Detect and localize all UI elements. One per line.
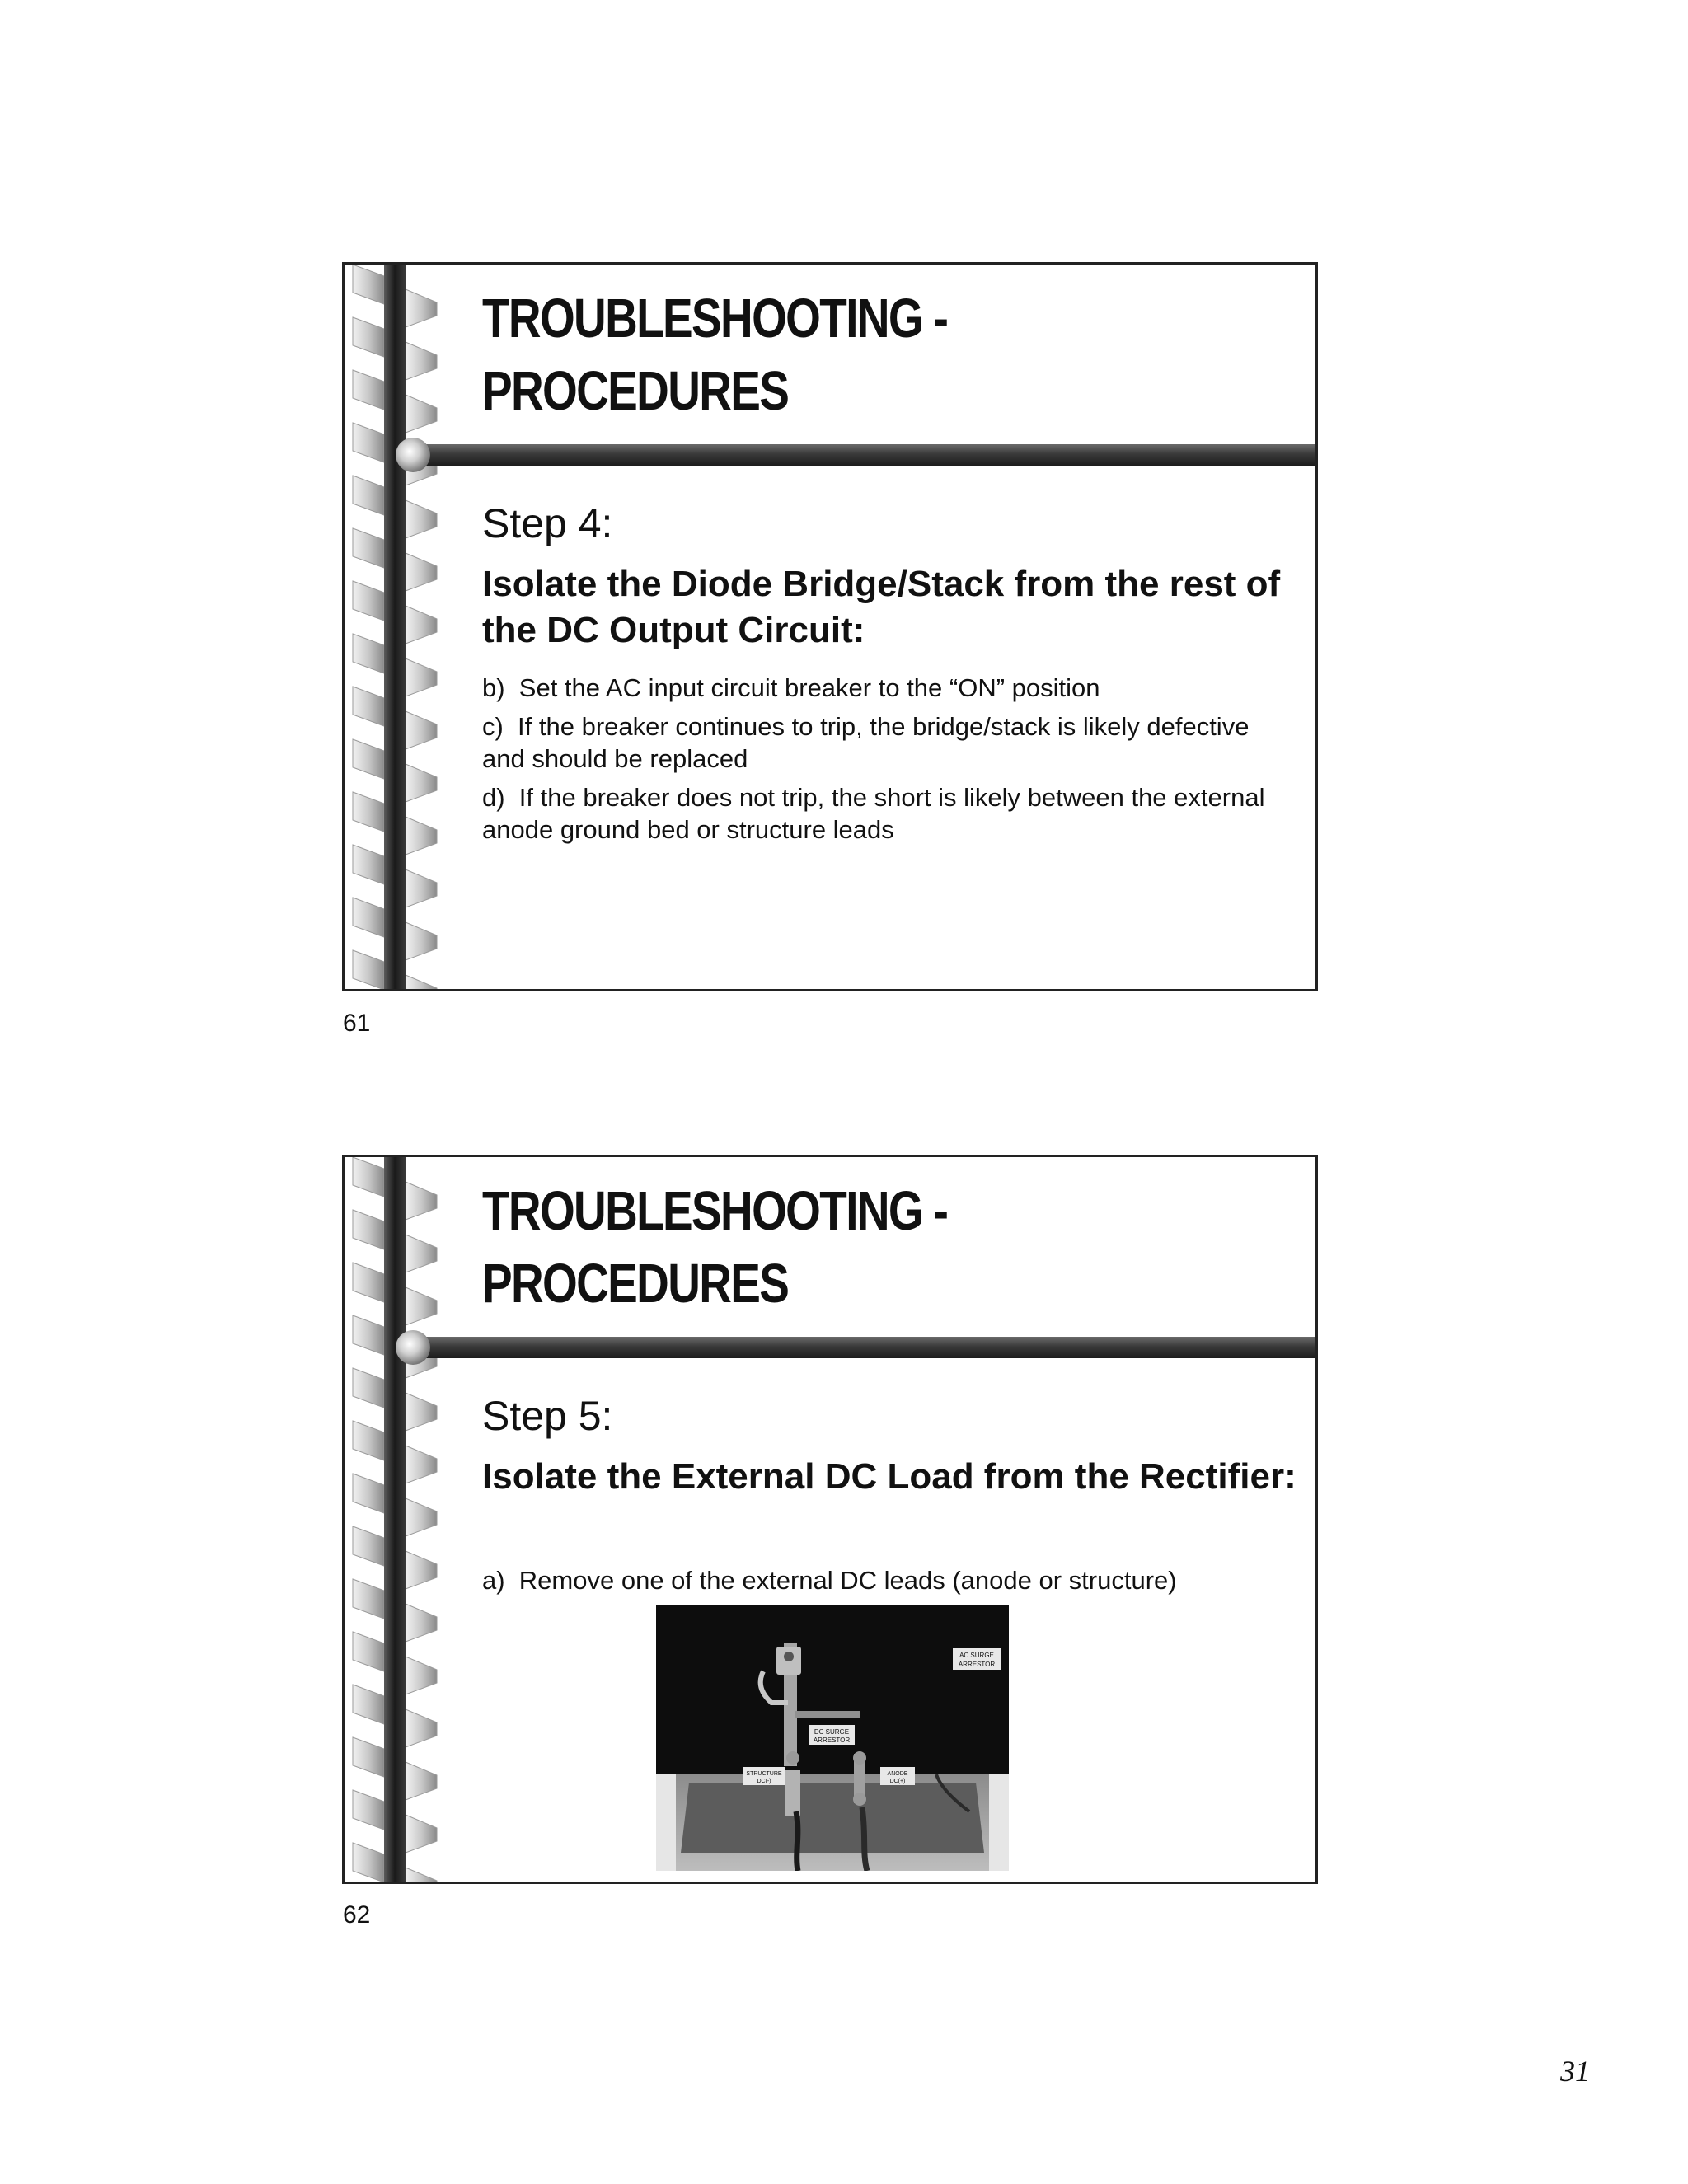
ribbon-twist-right [406, 1762, 437, 1800]
ribbon-twist-left [353, 317, 384, 357]
ribbon-twist-right [406, 975, 437, 991]
slide-title [482, 283, 1090, 428]
ribbon-twist-left [353, 423, 384, 462]
ribbon-twist-left [353, 1685, 384, 1724]
rectifier-photo [656, 1605, 1009, 1871]
ribbon-twist-right [406, 395, 437, 433]
title-divider-bar [412, 444, 1318, 466]
ribbon-twist-right [406, 1709, 437, 1747]
twisted-ribbon-decoration [351, 265, 442, 989]
ribbon-twist-left [353, 898, 384, 937]
ribbon-twist-right [406, 1604, 437, 1642]
ribbon-twist-right [406, 817, 437, 855]
ribbon-twist-left [353, 634, 384, 673]
ribbon-twist-right [406, 711, 437, 749]
ribbon-twist-left [353, 1263, 384, 1302]
ribbon-twist-right [406, 1551, 437, 1589]
ribbon-twist-left [353, 1843, 384, 1882]
ribbon-twist-left [353, 845, 384, 884]
ribbon-twist-right [406, 1446, 437, 1483]
step-item: a) Remove one of the external DC leads (anode or structure) [482, 1566, 1177, 1595]
ribbon-twist-left [353, 1315, 384, 1355]
step-item: b) Set the AC input circuit breaker to the “ON” position [482, 673, 1100, 702]
label-structure-line-1: STRUCTURE [746, 1771, 782, 1777]
ribbon-twist-right [406, 764, 437, 802]
ribbon-twist-left [353, 1474, 384, 1513]
step-label: Step 4: [482, 500, 613, 546]
ribbon-twist-right [406, 922, 437, 960]
step-label: Step 5: [482, 1393, 613, 1439]
ribbon-twist-left [353, 1790, 384, 1830]
ribbon-twist-right [406, 1868, 437, 1884]
step-heading: Isolate the Diode Bridge/Stack from the rest of the DC Output Circuit: [482, 564, 1281, 650]
slide-62 [342, 1155, 1318, 1884]
ribbon-twist-right [406, 1815, 437, 1853]
ribbon-twist-left [353, 1526, 384, 1566]
ribbon-twist-left [353, 1737, 384, 1777]
slide-title-line-2: PROCEDURES [482, 1253, 789, 1315]
ribbon-twist-right [406, 500, 437, 538]
ribbon-twist-left [353, 528, 384, 568]
ribbon-graphic [351, 1157, 442, 1884]
step-items-list [482, 672, 1290, 852]
slide-number: 62 [343, 1901, 371, 1929]
divider-knob [396, 1330, 430, 1365]
ribbon-twist-left [353, 687, 384, 726]
slide-title-line-2: PROCEDURES [482, 360, 789, 422]
ribbon-twist-left [353, 950, 384, 990]
divider-knob [396, 438, 430, 472]
slide-title-line-1: TROUBLESHOOTING - [482, 1180, 948, 1242]
ribbon-twist-left [353, 1632, 384, 1671]
ribbon-twist-right [406, 289, 437, 327]
step-heading: Isolate the External DC Load from the Rectifier: [482, 1456, 1296, 1497]
step-item: d) If the breaker does not trip, the short is likely between the external anode ground bed or structure leads [482, 783, 1273, 844]
twisted-ribbon-decoration [351, 1157, 442, 1882]
ribbon-twist-right [406, 342, 437, 380]
ribbon-twist-left [353, 1368, 384, 1408]
ribbon-twist-left [353, 265, 384, 304]
ribbon-twist-left [353, 739, 384, 779]
ribbon-twist-right [406, 869, 437, 907]
ribbon-twist-left [353, 476, 384, 515]
ribbon-twist-left [353, 370, 384, 410]
ribbon-twist-right [406, 1235, 437, 1272]
label-ac-surge-line-1: AC SURGE [959, 1652, 994, 1659]
ribbon-twist-right [406, 1287, 437, 1325]
ribbon-graphic [351, 265, 442, 991]
slide-title [482, 1175, 1090, 1320]
ribbon-twist-left [353, 1210, 384, 1249]
ribbon-twist-left [353, 1579, 384, 1619]
step-item: c) If the breaker continues to trip, the bridge/stack is likely defective and should be replaced [482, 712, 1257, 773]
ribbon-twist-left [353, 581, 384, 621]
title-divider-bar [412, 1337, 1318, 1358]
ribbon-twist-left [353, 1421, 384, 1460]
ribbon-twist-right [406, 658, 437, 696]
ribbon-twist-right [406, 606, 437, 644]
slide-title-line-1: TROUBLESHOOTING - [482, 288, 948, 349]
slide-61 [342, 262, 1318, 991]
page-number: 31 [1560, 2055, 1590, 2088]
label-anode-line-1: ANODE [887, 1771, 908, 1777]
label-structure-line-2: DC(-) [757, 1779, 771, 1784]
step-items-list [482, 1564, 1290, 1603]
label-ac-surge-line-2: ARRESTOR [958, 1661, 996, 1668]
ribbon-twist-right [406, 1393, 437, 1431]
slide-number: 61 [343, 1010, 371, 1037]
ribbon-twist-right [406, 1498, 437, 1536]
label-anode-line-2: DC(+) [889, 1779, 906, 1784]
ribbon-twist-left [353, 1157, 384, 1197]
label-dc-surge-line-2: ARRESTOR [813, 1736, 851, 1744]
ribbon-twist-right [406, 1657, 437, 1694]
ribbon-twist-right [406, 1182, 437, 1220]
ribbon-twist-left [353, 792, 384, 832]
label-dc-surge-line-1: DC SURGE [814, 1728, 850, 1736]
ribbon-twist-right [406, 553, 437, 591]
